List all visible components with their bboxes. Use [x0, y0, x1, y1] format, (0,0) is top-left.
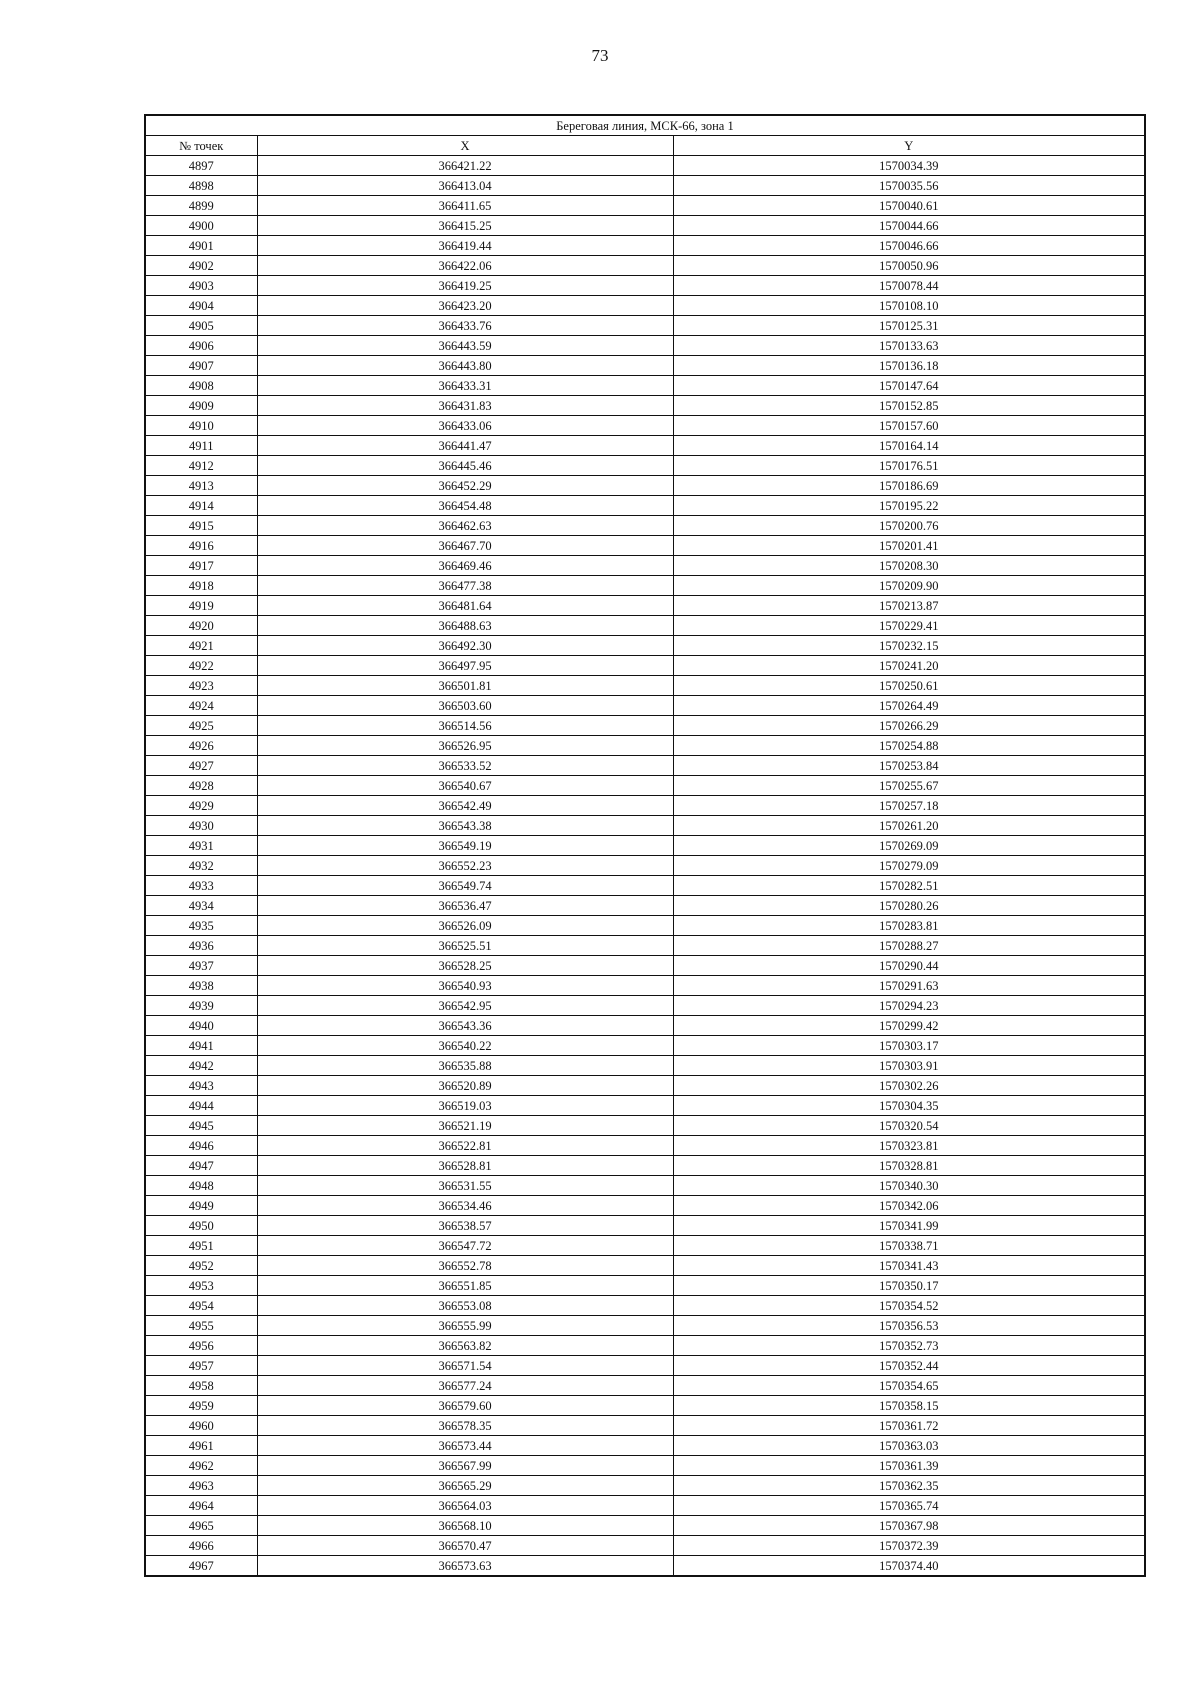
table-row [145, 856, 1145, 876]
cell-x: 366419.25 [257, 276, 673, 296]
cell-point-number: 4965 [145, 1516, 257, 1536]
cell-y: 1570354.52 [673, 1296, 1145, 1316]
cell-y: 1570232.15 [673, 636, 1145, 656]
cell-y: 1570136.18 [673, 356, 1145, 376]
table-row [145, 556, 1145, 576]
table-row [145, 516, 1145, 536]
page-number: 73 [591, 46, 609, 65]
table-row [145, 1056, 1145, 1076]
cell-y: 1570299.42 [673, 1016, 1145, 1036]
table-row [145, 776, 1145, 796]
cell-x: 366519.03 [257, 1096, 673, 1116]
table-row [145, 1376, 1145, 1396]
cell-x: 366577.24 [257, 1376, 673, 1396]
cell-x: 366514.56 [257, 716, 673, 736]
cell-y: 1570374.40 [673, 1556, 1145, 1577]
cell-y: 1570350.17 [673, 1276, 1145, 1296]
cell-point-number: 4928 [145, 776, 257, 796]
cell-point-number: 4924 [145, 696, 257, 716]
cell-x: 366433.31 [257, 376, 673, 396]
table-row [145, 536, 1145, 556]
table-row [145, 156, 1145, 176]
cell-point-number: 4960 [145, 1416, 257, 1436]
cell-point-number: 4901 [145, 236, 257, 256]
cell-y: 1570356.53 [673, 1316, 1145, 1336]
cell-point-number: 4927 [145, 756, 257, 776]
cell-y: 1570302.26 [673, 1076, 1145, 1096]
cell-x: 366452.29 [257, 476, 673, 496]
cell-y: 1570186.69 [673, 476, 1145, 496]
table-row [145, 816, 1145, 836]
cell-point-number: 4944 [145, 1096, 257, 1116]
table-row [145, 916, 1145, 936]
cell-x: 366526.09 [257, 916, 673, 936]
cell-y: 1570367.98 [673, 1516, 1145, 1536]
cell-y: 1570200.76 [673, 516, 1145, 536]
cell-y: 1570290.44 [673, 956, 1145, 976]
cell-point-number: 4938 [145, 976, 257, 996]
cell-point-number: 4958 [145, 1376, 257, 1396]
table-row [145, 496, 1145, 516]
cell-point-number: 4952 [145, 1256, 257, 1276]
cell-point-number: 4917 [145, 556, 257, 576]
cell-x: 366538.57 [257, 1216, 673, 1236]
cell-y: 1570209.90 [673, 576, 1145, 596]
cell-y: 1570253.84 [673, 756, 1145, 776]
cell-y: 1570372.39 [673, 1536, 1145, 1556]
cell-point-number: 4940 [145, 1016, 257, 1036]
cell-x: 366573.44 [257, 1436, 673, 1456]
cell-y: 1570352.44 [673, 1356, 1145, 1376]
cell-x: 366531.55 [257, 1176, 673, 1196]
table-row [145, 676, 1145, 696]
table-row [145, 276, 1145, 296]
table-row [145, 1096, 1145, 1116]
cell-y: 1570342.06 [673, 1196, 1145, 1216]
cell-x: 366501.81 [257, 676, 673, 696]
cell-point-number: 4905 [145, 316, 257, 336]
cell-x: 366578.35 [257, 1416, 673, 1436]
table-row [145, 976, 1145, 996]
cell-x: 366443.59 [257, 336, 673, 356]
cell-x: 366433.76 [257, 316, 673, 336]
cell-point-number: 4933 [145, 876, 257, 896]
cell-y: 1570280.26 [673, 896, 1145, 916]
cell-y: 1570040.61 [673, 196, 1145, 216]
cell-x: 366536.47 [257, 896, 673, 916]
table-row [145, 1336, 1145, 1356]
table-row [145, 716, 1145, 736]
cell-y: 1570208.30 [673, 556, 1145, 576]
cell-y: 1570034.39 [673, 156, 1145, 176]
cell-y: 1570164.14 [673, 436, 1145, 456]
table-row [145, 356, 1145, 376]
cell-point-number: 4959 [145, 1396, 257, 1416]
cell-y: 1570108.10 [673, 296, 1145, 316]
cell-point-number: 4910 [145, 416, 257, 436]
cell-y: 1570195.22 [673, 496, 1145, 516]
table-row [145, 1536, 1145, 1556]
cell-y: 1570294.23 [673, 996, 1145, 1016]
cell-y: 1570303.91 [673, 1056, 1145, 1076]
cell-point-number: 4963 [145, 1476, 257, 1496]
header-x: X [257, 136, 673, 156]
cell-point-number: 4900 [145, 216, 257, 236]
cell-x: 366467.70 [257, 536, 673, 556]
header-y: Y [673, 136, 1145, 156]
table-row [145, 996, 1145, 1016]
cell-x: 366553.08 [257, 1296, 673, 1316]
table-row [145, 376, 1145, 396]
cell-y: 1570264.49 [673, 696, 1145, 716]
cell-point-number: 4966 [145, 1536, 257, 1556]
coordinates-table [144, 114, 1146, 1577]
cell-point-number: 4934 [145, 896, 257, 916]
cell-y: 1570050.96 [673, 256, 1145, 276]
table-header-row [145, 136, 1145, 156]
cell-x: 366579.60 [257, 1396, 673, 1416]
cell-x: 366552.23 [257, 856, 673, 876]
cell-x: 366555.99 [257, 1316, 673, 1336]
cell-x: 366488.63 [257, 616, 673, 636]
cell-point-number: 4961 [145, 1436, 257, 1456]
cell-point-number: 4912 [145, 456, 257, 476]
table-row [145, 416, 1145, 436]
cell-x: 366419.44 [257, 236, 673, 256]
cell-y: 1570254.88 [673, 736, 1145, 756]
cell-x: 366564.03 [257, 1496, 673, 1516]
table-row [145, 596, 1145, 616]
cell-y: 1570266.29 [673, 716, 1145, 736]
table-row [145, 256, 1145, 276]
cell-x: 366481.64 [257, 596, 673, 616]
cell-y: 1570358.15 [673, 1396, 1145, 1416]
cell-point-number: 4948 [145, 1176, 257, 1196]
cell-y: 1570133.63 [673, 336, 1145, 356]
table-row [145, 696, 1145, 716]
cell-point-number: 4918 [145, 576, 257, 596]
cell-x: 366411.65 [257, 196, 673, 216]
cell-point-number: 4920 [145, 616, 257, 636]
cell-y: 1570362.35 [673, 1476, 1145, 1496]
table-row [145, 196, 1145, 216]
cell-point-number: 4923 [145, 676, 257, 696]
cell-x: 366413.04 [257, 176, 673, 196]
cell-y: 1570147.64 [673, 376, 1145, 396]
table-row [145, 636, 1145, 656]
cell-point-number: 4919 [145, 596, 257, 616]
table-row [145, 1296, 1145, 1316]
table-row [145, 1416, 1145, 1436]
cell-y: 1570255.67 [673, 776, 1145, 796]
cell-point-number: 4941 [145, 1036, 257, 1056]
cell-x: 366525.51 [257, 936, 673, 956]
cell-point-number: 4915 [145, 516, 257, 536]
cell-point-number: 4916 [145, 536, 257, 556]
table-row [145, 836, 1145, 856]
table-row [145, 1216, 1145, 1236]
cell-y: 1570365.74 [673, 1496, 1145, 1516]
cell-y: 1570176.51 [673, 456, 1145, 476]
table-row [145, 1116, 1145, 1136]
cell-x: 366520.89 [257, 1076, 673, 1096]
table-row [145, 1236, 1145, 1256]
cell-point-number: 4903 [145, 276, 257, 296]
cell-y: 1570250.61 [673, 676, 1145, 696]
table-row [145, 956, 1145, 976]
table-body [145, 156, 1145, 1577]
cell-x: 366543.36 [257, 1016, 673, 1036]
table-row [145, 336, 1145, 356]
table-row [145, 1136, 1145, 1156]
cell-point-number: 4921 [145, 636, 257, 656]
cell-x: 366422.06 [257, 256, 673, 276]
cell-x: 366570.47 [257, 1536, 673, 1556]
cell-point-number: 4914 [145, 496, 257, 516]
table-row [145, 1076, 1145, 1096]
cell-x: 366528.81 [257, 1156, 673, 1176]
cell-y: 1570323.81 [673, 1136, 1145, 1156]
table-row [145, 1256, 1145, 1276]
cell-y: 1570288.27 [673, 936, 1145, 956]
table-row [145, 936, 1145, 956]
cell-x: 366526.95 [257, 736, 673, 756]
cell-x: 366415.25 [257, 216, 673, 236]
cell-y: 1570340.30 [673, 1176, 1145, 1196]
cell-x: 366549.74 [257, 876, 673, 896]
cell-y: 1570361.72 [673, 1416, 1145, 1436]
cell-point-number: 4911 [145, 436, 257, 456]
cell-x: 366573.63 [257, 1556, 673, 1577]
cell-point-number: 4939 [145, 996, 257, 1016]
table-row [145, 1476, 1145, 1496]
table-row [145, 1396, 1145, 1416]
cell-x: 366503.60 [257, 696, 673, 716]
cell-point-number: 4930 [145, 816, 257, 836]
table-row [145, 1356, 1145, 1376]
cell-x: 366477.38 [257, 576, 673, 596]
cell-y: 1570269.09 [673, 836, 1145, 856]
cell-x: 366567.99 [257, 1456, 673, 1476]
cell-point-number: 4957 [145, 1356, 257, 1376]
cell-y: 1570046.66 [673, 236, 1145, 256]
table-row [145, 476, 1145, 496]
cell-y: 1570125.31 [673, 316, 1145, 336]
cell-y: 1570229.41 [673, 616, 1145, 636]
cell-point-number: 4906 [145, 336, 257, 356]
cell-point-number: 4950 [145, 1216, 257, 1236]
cell-point-number: 4931 [145, 836, 257, 856]
cell-x: 366552.78 [257, 1256, 673, 1276]
cell-x: 366535.88 [257, 1056, 673, 1076]
cell-x: 366443.80 [257, 356, 673, 376]
cell-point-number: 4946 [145, 1136, 257, 1156]
cell-point-number: 4926 [145, 736, 257, 756]
cell-y: 1570257.18 [673, 796, 1145, 816]
table-row [145, 176, 1145, 196]
cell-y: 1570352.73 [673, 1336, 1145, 1356]
cell-y: 1570213.87 [673, 596, 1145, 616]
table-row [145, 1556, 1145, 1577]
cell-y: 1570283.81 [673, 916, 1145, 936]
cell-x: 366543.38 [257, 816, 673, 836]
cell-point-number: 4964 [145, 1496, 257, 1516]
cell-x: 366522.81 [257, 1136, 673, 1156]
cell-x: 366549.19 [257, 836, 673, 856]
table-row [145, 1316, 1145, 1336]
cell-y: 1570279.09 [673, 856, 1145, 876]
cell-y: 1570044.66 [673, 216, 1145, 236]
cell-x: 366540.93 [257, 976, 673, 996]
table-row [145, 236, 1145, 256]
cell-y: 1570341.99 [673, 1216, 1145, 1236]
cell-x: 366542.49 [257, 796, 673, 816]
cell-y: 1570304.35 [673, 1096, 1145, 1116]
cell-point-number: 4897 [145, 156, 257, 176]
table-row [145, 1196, 1145, 1216]
cell-point-number: 4951 [145, 1236, 257, 1256]
table-row [145, 1516, 1145, 1536]
cell-point-number: 4929 [145, 796, 257, 816]
cell-point-number: 4942 [145, 1056, 257, 1076]
cell-x: 366534.46 [257, 1196, 673, 1216]
table-row [145, 456, 1145, 476]
cell-y: 1570341.43 [673, 1256, 1145, 1276]
cell-point-number: 4932 [145, 856, 257, 876]
cell-x: 366547.72 [257, 1236, 673, 1256]
table-row [145, 1016, 1145, 1036]
cell-y: 1570338.71 [673, 1236, 1145, 1256]
cell-y: 1570201.41 [673, 536, 1145, 556]
table-row [145, 396, 1145, 416]
cell-point-number: 4908 [145, 376, 257, 396]
table-row [145, 576, 1145, 596]
cell-x: 366492.30 [257, 636, 673, 656]
table-row [145, 1036, 1145, 1056]
table-row [145, 296, 1145, 316]
table-row [145, 896, 1145, 916]
cell-y: 1570354.65 [673, 1376, 1145, 1396]
cell-x: 366445.46 [257, 456, 673, 476]
cell-x: 366462.63 [257, 516, 673, 536]
cell-point-number: 4967 [145, 1556, 257, 1577]
cell-x: 366551.85 [257, 1276, 673, 1296]
cell-x: 366423.20 [257, 296, 673, 316]
cell-x: 366540.22 [257, 1036, 673, 1056]
cell-y: 1570328.81 [673, 1156, 1145, 1176]
table-row [145, 1176, 1145, 1196]
cell-y: 1570361.39 [673, 1456, 1145, 1476]
table-row [145, 1456, 1145, 1476]
cell-x: 366469.46 [257, 556, 673, 576]
cell-y: 1570035.56 [673, 176, 1145, 196]
cell-point-number: 4935 [145, 916, 257, 936]
cell-y: 1570303.17 [673, 1036, 1145, 1056]
cell-y: 1570261.20 [673, 816, 1145, 836]
table-row [145, 616, 1145, 636]
cell-y: 1570363.03 [673, 1436, 1145, 1456]
cell-point-number: 4902 [145, 256, 257, 276]
table-caption-row [145, 115, 1145, 136]
cell-x: 366528.25 [257, 956, 673, 976]
cell-x: 366454.48 [257, 496, 673, 516]
table-row [145, 756, 1145, 776]
table-row [145, 736, 1145, 756]
cell-point-number: 4904 [145, 296, 257, 316]
cell-point-number: 4945 [145, 1116, 257, 1136]
cell-x: 366533.52 [257, 756, 673, 776]
cell-x: 366540.67 [257, 776, 673, 796]
cell-point-number: 4909 [145, 396, 257, 416]
cell-point-number: 4913 [145, 476, 257, 496]
cell-x: 366421.22 [257, 156, 673, 176]
cell-point-number: 4954 [145, 1296, 257, 1316]
table-row [145, 656, 1145, 676]
cell-point-number: 4943 [145, 1076, 257, 1096]
cell-x: 366542.95 [257, 996, 673, 1016]
cell-y: 1570282.51 [673, 876, 1145, 896]
cell-y: 1570078.44 [673, 276, 1145, 296]
table-row [145, 1156, 1145, 1176]
cell-x: 366521.19 [257, 1116, 673, 1136]
cell-point-number: 4956 [145, 1336, 257, 1356]
cell-x: 366433.06 [257, 416, 673, 436]
cell-point-number: 4936 [145, 936, 257, 956]
cell-x: 366565.29 [257, 1476, 673, 1496]
cell-point-number: 4925 [145, 716, 257, 736]
cell-x: 366431.83 [257, 396, 673, 416]
cell-y: 1570291.63 [673, 976, 1145, 996]
cell-x: 366441.47 [257, 436, 673, 456]
table-row [145, 1436, 1145, 1456]
table-caption: Береговая линия, МСК-66, зона 1 [145, 115, 1145, 136]
cell-x: 366568.10 [257, 1516, 673, 1536]
table-row [145, 436, 1145, 456]
cell-y: 1570152.85 [673, 396, 1145, 416]
cell-point-number: 4949 [145, 1196, 257, 1216]
cell-y: 1570320.54 [673, 1116, 1145, 1136]
cell-x: 366563.82 [257, 1336, 673, 1356]
cell-x: 366497.95 [257, 656, 673, 676]
cell-x: 366571.54 [257, 1356, 673, 1376]
cell-point-number: 4962 [145, 1456, 257, 1476]
table-row [145, 796, 1145, 816]
table-row [145, 1496, 1145, 1516]
cell-point-number: 4899 [145, 196, 257, 216]
table-row [145, 876, 1145, 896]
cell-point-number: 4947 [145, 1156, 257, 1176]
cell-point-number: 4922 [145, 656, 257, 676]
cell-point-number: 4898 [145, 176, 257, 196]
cell-point-number: 4937 [145, 956, 257, 976]
table-row [145, 316, 1145, 336]
cell-point-number: 4953 [145, 1276, 257, 1296]
cell-point-number: 4955 [145, 1316, 257, 1336]
cell-y: 1570157.60 [673, 416, 1145, 436]
table-row [145, 216, 1145, 236]
table-row [145, 1276, 1145, 1296]
header-point-number: № точек [145, 136, 257, 156]
cell-y: 1570241.20 [673, 656, 1145, 676]
cell-point-number: 4907 [145, 356, 257, 376]
